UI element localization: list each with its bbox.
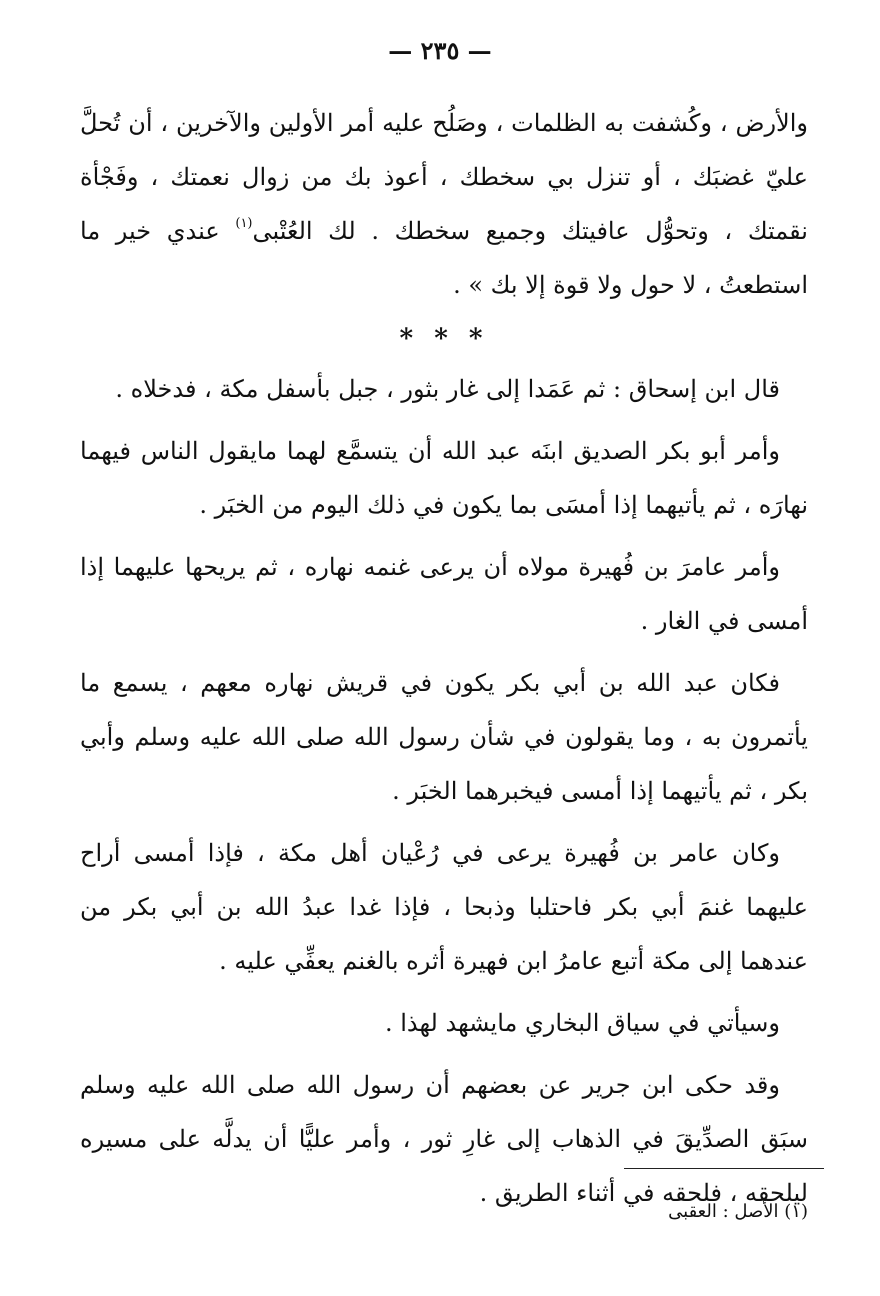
paragraph-7: وسيأتي في سياق البخاري مايشهد لهذا . xyxy=(384,1009,780,1037)
paragraph-1 xyxy=(80,96,808,312)
paragraph-3: وأمر أبو بكر الصديق ابنَه عبد الله أن يتسمَّع لهما مايقول الناس فيهما نهارَه ، ثم يأتيهما إذا أمسَى بما يكون في ذلك اليوم من الخبَر . xyxy=(80,437,808,519)
footnote: (١) الأصل : العقبى xyxy=(668,1201,808,1222)
footnote-marker: (١) xyxy=(235,216,253,231)
paragraph-1-text: والأرض ، وكُشفت به الظلمات ، وصَلُح عليه أمر الأولين والآخرين ، أن تُحلَّ عليّ غضبَك ، أو تنزل بي سخطك ، أعوذ بك من زوال نعمتك ، وفَجْأة نقمتك ، وتحوُّل عافيتك وجميع سخطك . لك العُتْبى xyxy=(80,109,808,245)
paragraph-5: فكان عبد الله بن أبي بكر يكون في قريش نهاره معهم ، يسمع ما يأتمرون به ، وما يقولون في شأن رسول الله صلى الله عليه وسلم وأبي بكر ، ثم يأتيهما إذا أمسى فيخبرهما الخبَر . xyxy=(80,669,808,805)
paragraph-8: وقد حكى ابن جرير عن بعضهم أن رسول الله صلى الله عليه وسلم سبَق الصدِّيقَ في الذهاب إلى غارِ ثور ، وأمر عليًّا أن يدلَّه على مسيره ليلحقه ، فلحقه في أثناء الطريق . xyxy=(80,1071,808,1207)
paragraph-4: وأمر عامرَ بن فُهيرة مولاه أن يرعى غنمه نهاره ، ثم يريحها عليهما إذا أمسى في الغار . xyxy=(80,553,808,635)
footnote-divider xyxy=(624,1168,824,1169)
main-text-block xyxy=(80,96,808,1220)
page-number: — ٢٣٥ — xyxy=(388,36,492,65)
paragraph-1-continuation: عندي خير ما استطعتُ ، لا حول ولا قوة إلا بك » . xyxy=(80,217,808,299)
paragraph-2: قال ابن إسحاق : ثم عَمَدا إلى غار بثور ، جبل بأسفل مكة ، فدخلاه . xyxy=(115,375,780,403)
section-separator: * * * xyxy=(399,324,489,354)
paragraph-6: وكان عامر بن فُهيرة يرعى في رُعْيان أهل مكة ، فإذا أمسى أراح عليهما غنمَ أبي بكر فاحتلبا وذبحا ، فإذا غدا عبدُ الله بن أبي بكر من عندهما إلى مكة أتبع عامرُ ابن فهيرة أثره بالغنم يعفِّي عليه . xyxy=(80,839,808,975)
